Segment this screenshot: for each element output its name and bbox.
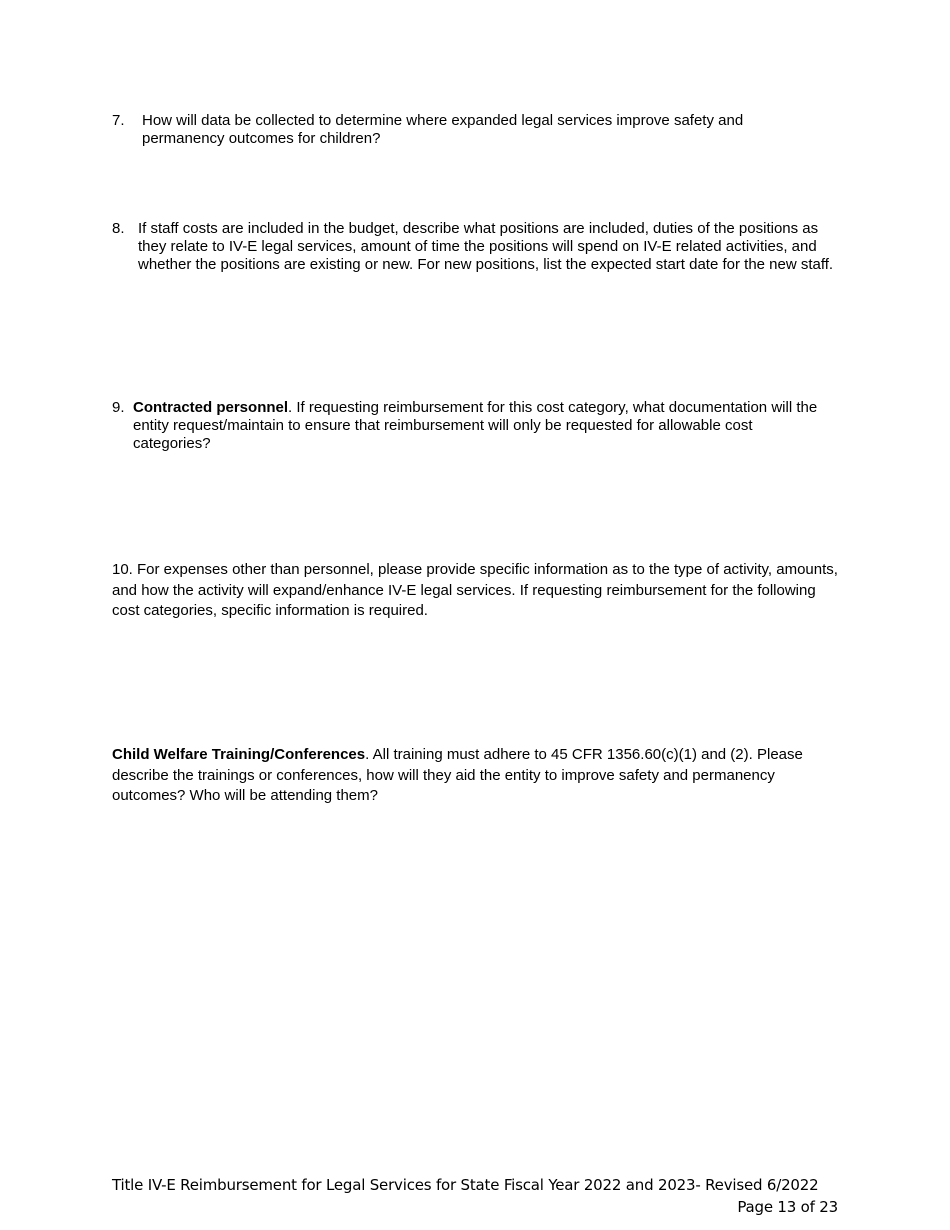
question-9-number: 9. xyxy=(112,399,125,416)
question-10 xyxy=(112,560,842,622)
question-7-number: 7. xyxy=(112,112,125,129)
footer-title: Title IV-E Reimbursement for Legal Services for State Fiscal Year 2022 and 2023- Revised 6/2022 xyxy=(112,1176,819,1194)
question-8-text: If staff costs are included in the budget, describe what positions are included, duties of the positions as they relate to IV-E legal services, amount of time the positions will spend on IV-E related activities, and whether the positions are existing or new. For new positions, list the expected start date for the new staff. xyxy=(138,220,834,273)
question-9-bold-heading: Contracted personnel xyxy=(133,399,289,416)
question-10-text: 10. For expenses other than personnel, please provide specific information as to the type of activity, amounts, and how the activity will expand/enhance IV-E legal services. If requesting reimbursement for the following cost categories, specific information is required. xyxy=(112,561,838,619)
question-9-text: . If requesting reimbursement for this cost category, what documentation will the entity request/maintain to ensure that reimbursement will only be requested for allowable cost categories? xyxy=(133,399,818,452)
training-text: . All training must adhere to 45 CFR 1356.60(c)(1) and (2). Please describe the trainings or conferences, how will they aid the entity to improve safety and permanency outcomes? Who will be attending them? xyxy=(112,746,803,804)
question-7 xyxy=(112,112,812,148)
question-7-text: How will data be collected to determine where expanded legal services improve safety and permanency outcomes for children? xyxy=(142,112,744,147)
question-9 xyxy=(112,399,832,453)
question-8-number: 8. xyxy=(112,220,125,237)
footer-page-number: Page 13 of 23 xyxy=(737,1198,838,1216)
training-section xyxy=(112,745,842,807)
question-9-body xyxy=(133,399,832,453)
training-bold-heading: Child Welfare Training/Conferences xyxy=(112,746,366,763)
question-8 xyxy=(112,220,842,274)
